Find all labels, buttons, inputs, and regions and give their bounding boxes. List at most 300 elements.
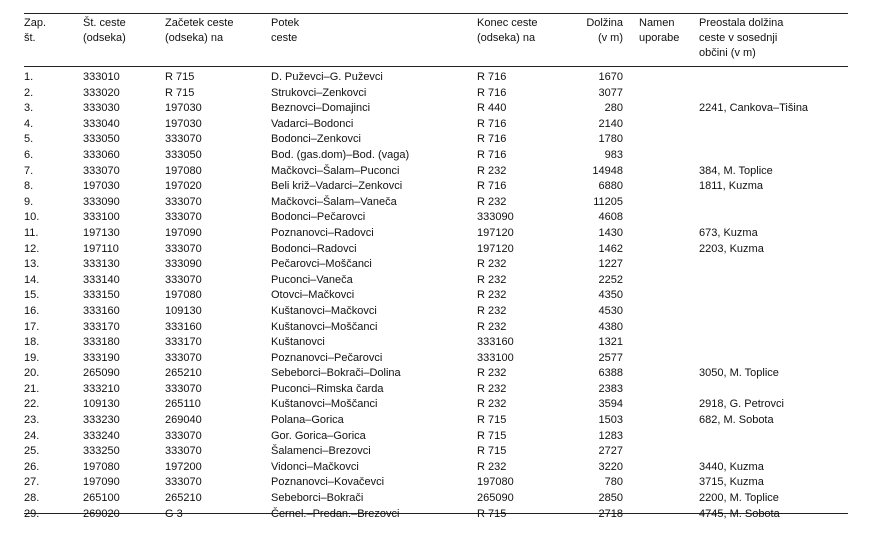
cell-potek: Gor. Gorica–Gorica (271, 429, 366, 442)
cell-dolzina: 1227 (598, 258, 623, 271)
cell-gap (623, 273, 639, 289)
cell-namen (639, 101, 699, 117)
cell-gap (623, 148, 639, 164)
cell-konec: 197120 (477, 226, 514, 239)
cell-zacetek: 333070 (165, 195, 202, 208)
cell-st-ceste: 109130 (83, 398, 120, 411)
cell-zap: 28. (24, 492, 40, 505)
cell-konec: R 232 (477, 460, 507, 473)
cell-st-ceste: 265100 (83, 492, 120, 505)
cell-potek: Sebeborci–Bokrači–Dolina (271, 367, 401, 380)
cell-st-ceste: 333190 (83, 351, 120, 364)
cell-preostala (699, 148, 848, 164)
cell-namen (639, 366, 699, 382)
cell-dolzina: 14948 (592, 164, 623, 177)
cell-konec: 197080 (477, 476, 514, 489)
cell-zacetek: 333070 (165, 445, 202, 458)
cell-zacetek: 197080 (165, 289, 202, 302)
cell-zap: 24. (24, 429, 40, 442)
cell-zap: 17. (24, 320, 40, 333)
header-zacetek: Začetek ceste (odseka) na (165, 17, 234, 44)
cell-zacetek: 333050 (165, 148, 202, 161)
cell-namen (639, 226, 699, 242)
cell-namen (639, 507, 699, 523)
cell-namen (639, 429, 699, 445)
cell-zap: 10. (24, 211, 40, 224)
cell-gap (623, 382, 639, 398)
cell-zap: 12. (24, 242, 40, 255)
table-row (24, 226, 848, 242)
table-row (24, 273, 848, 289)
cell-konec: R 232 (477, 398, 507, 411)
cell-zacetek: R 715 (165, 71, 195, 83)
table-row (24, 164, 848, 180)
cell-potek: Kuštanovci–Mačkovci (271, 304, 377, 317)
cell-gap (623, 288, 639, 304)
table-row (24, 475, 848, 491)
cell-dolzina: 780 (604, 476, 623, 489)
cell-preostala (699, 288, 848, 304)
cell-potek: Sebeborci–Bokrači (271, 492, 364, 505)
cell-konec: R 716 (477, 117, 507, 130)
cell-konec: R 715 (477, 445, 507, 458)
cell-zap: 3. (24, 102, 34, 115)
cell-potek: Kuštanovci–Moščanci (271, 320, 378, 333)
cell-zacetek: 109130 (165, 304, 202, 317)
cell-gap (623, 366, 639, 382)
cell-dolzina: 2718 (598, 507, 623, 520)
table-row (24, 444, 848, 460)
cell-zap: 13. (24, 258, 40, 271)
cell-preostala (699, 195, 848, 211)
roads-table (24, 14, 848, 522)
cell-potek: Puconci–Vaneča (271, 273, 353, 286)
cell-dolzina: 4608 (598, 211, 623, 224)
cell-konec: R 232 (477, 367, 507, 380)
cell-potek: Strukovci–Zenkovci (271, 86, 367, 99)
cell-konec: R 716 (477, 133, 507, 146)
cell-gap (623, 179, 639, 195)
cell-konec: 197120 (477, 242, 514, 255)
header-zap: Zap. št. (24, 17, 47, 44)
cell-konec: 265090 (477, 492, 514, 505)
cell-dolzina: 11205 (593, 195, 623, 208)
cell-preostala (699, 444, 848, 460)
cell-konec: R 715 (477, 507, 507, 520)
cell-namen (639, 320, 699, 336)
cell-zap: 22. (24, 398, 40, 411)
cell-gap (623, 132, 639, 148)
cell-konec: 333090 (477, 211, 514, 224)
cell-namen (639, 164, 699, 180)
header-dolzina: Dolžina (v m) (586, 17, 623, 44)
cell-potek: Puconci–Rimska čarda (271, 382, 384, 395)
cell-potek: Poznanovci–Kovačevci (271, 476, 385, 489)
header-namen: Namen uporabe (639, 17, 680, 44)
cell-st-ceste: 333130 (83, 258, 120, 271)
cell-zacetek: 333170 (165, 336, 202, 349)
cell-konec: 333160 (477, 336, 514, 349)
cell-potek: Vadarci–Bodonci (271, 117, 354, 130)
cell-namen (639, 397, 699, 413)
table-row (24, 507, 848, 523)
cell-potek: D. Puževci–G. Puževci (271, 71, 383, 83)
cell-dolzina: 2140 (598, 117, 623, 130)
cell-preostala (699, 320, 848, 336)
cell-potek: Bodonci–Radovci (271, 242, 357, 255)
table-row (24, 429, 848, 445)
cell-konec: R 232 (477, 382, 507, 395)
cell-gap (623, 429, 639, 445)
table-row (24, 257, 848, 273)
cell-gap (623, 226, 639, 242)
cell-gap (623, 117, 639, 133)
cell-dolzina: 2727 (598, 445, 623, 458)
cell-zap: 2. (24, 86, 34, 99)
cell-preostala: 3440, Kuzma (699, 460, 764, 473)
cell-zap: 23. (24, 414, 40, 427)
cell-gap (623, 304, 639, 320)
cell-gap (623, 491, 639, 507)
cell-zacetek: 265210 (165, 367, 202, 380)
cell-gap (623, 210, 639, 226)
cell-preostala (699, 382, 848, 398)
cell-preostala: 1811, Kuzma (699, 180, 764, 193)
cell-namen (639, 132, 699, 148)
cell-potek: Poznanovci–Pečarovci (271, 351, 383, 364)
cell-gap (623, 475, 639, 491)
cell-preostala: 2203, Kuzma (699, 242, 764, 255)
cell-potek: Otovci–Mačkovci (271, 289, 355, 302)
cell-konec: 333100 (477, 351, 514, 364)
cell-zap: 1. (24, 71, 34, 83)
cell-potek: Pečarovci–Moščanci (271, 258, 372, 271)
cell-potek: Bodonci–Pečarovci (271, 211, 366, 224)
cell-gap (623, 66, 639, 86)
cell-gap (623, 257, 639, 273)
cell-st-ceste: 333040 (83, 117, 120, 130)
cell-zacetek: G 3 (165, 507, 183, 520)
cell-konec: R 232 (477, 258, 507, 271)
cell-dolzina: 3077 (598, 86, 623, 99)
cell-namen (639, 444, 699, 460)
table-row (24, 101, 848, 117)
cell-preostala (699, 117, 848, 133)
cell-gap (623, 444, 639, 460)
cell-zacetek: 333070 (165, 242, 202, 255)
cell-zap: 19. (24, 351, 40, 364)
cell-st-ceste: 333100 (83, 211, 120, 224)
cell-dolzina: 3220 (598, 460, 623, 473)
cell-konec: R 232 (477, 320, 507, 333)
cell-namen (639, 179, 699, 195)
cell-zacetek: 265110 (165, 398, 201, 411)
cell-preostala (699, 351, 848, 367)
cell-zacetek: 197200 (165, 460, 202, 473)
cell-potek: Černel.–Predan.–Brezovci (271, 507, 400, 520)
cell-zacetek: 269040 (165, 414, 202, 427)
cell-dolzina: 983 (604, 148, 623, 161)
cell-zacetek: 265210 (165, 492, 202, 505)
cell-konec: R 232 (477, 289, 507, 302)
cell-dolzina: 1430 (598, 226, 623, 239)
cell-preostala (699, 257, 848, 273)
cell-konec: R 232 (477, 195, 507, 208)
cell-dolzina: 1283 (598, 429, 623, 442)
cell-potek: Poznanovci–Radovci (271, 226, 374, 239)
table-row (24, 242, 848, 258)
cell-dolzina: 1780 (598, 133, 623, 146)
cell-st-ceste: 333180 (83, 336, 120, 349)
cell-namen (639, 304, 699, 320)
cell-gap (623, 335, 639, 351)
cell-zacetek: 333070 (165, 429, 202, 442)
cell-dolzina: 4350 (598, 289, 623, 302)
cell-zap: 15. (24, 289, 40, 302)
table-row (24, 351, 848, 367)
cell-st-ceste: 333160 (83, 304, 120, 317)
table-body (24, 66, 848, 522)
cell-namen (639, 195, 699, 211)
cell-zap: 9. (24, 195, 34, 208)
cell-konec: R 232 (477, 273, 507, 286)
cell-zacetek: 197090 (165, 226, 202, 239)
cell-st-ceste: 197110 (83, 242, 119, 255)
cell-namen (639, 148, 699, 164)
cell-zap: 20. (24, 367, 40, 380)
cell-gap (623, 320, 639, 336)
cell-gap (623, 507, 639, 523)
cell-namen (639, 460, 699, 476)
header-gap (623, 14, 639, 66)
cell-namen (639, 413, 699, 429)
cell-st-ceste: 265090 (83, 367, 120, 380)
table-row (24, 304, 848, 320)
cell-potek: Mačkovci–Šalam–Puconci (271, 164, 400, 177)
header-potek: Potek ceste (271, 17, 300, 44)
cell-preostala (699, 429, 848, 445)
cell-zap: 14. (24, 273, 40, 286)
cell-st-ceste: 333070 (83, 164, 120, 177)
cell-st-ceste: 333230 (83, 414, 120, 427)
cell-zap: 7. (24, 164, 34, 177)
cell-st-ceste: 197130 (83, 226, 120, 239)
cell-potek: Bod. (gas.dom)–Bod. (vaga) (271, 148, 410, 161)
table-row (24, 148, 848, 164)
cell-gap (623, 397, 639, 413)
cell-st-ceste: 333150 (83, 289, 120, 302)
table-row (24, 335, 848, 351)
cell-preostala: 4745, M. Sobota (699, 507, 780, 520)
table-row (24, 460, 848, 476)
cell-zap: 5. (24, 133, 34, 146)
cell-st-ceste: 333060 (83, 148, 120, 161)
table-row (24, 366, 848, 382)
cell-st-ceste: 197030 (83, 180, 120, 193)
cell-zacetek: 197030 (165, 102, 202, 115)
cell-namen (639, 351, 699, 367)
cell-dolzina: 2383 (598, 382, 623, 395)
cell-preostala (699, 304, 848, 320)
cell-st-ceste: 333140 (83, 273, 120, 286)
cell-dolzina: 2577 (598, 351, 623, 364)
cell-preostala (699, 132, 848, 148)
header-konec: Konec ceste (odseka) na (477, 17, 538, 44)
cell-konec: R 716 (477, 148, 507, 161)
cell-potek: Beznovci–Domajinci (271, 102, 371, 115)
cell-st-ceste: 333170 (83, 320, 120, 333)
cell-zap: 26. (24, 460, 40, 473)
table-header (24, 14, 848, 66)
cell-dolzina: 1503 (598, 414, 623, 427)
cell-zap: 6. (24, 148, 34, 161)
table-row (24, 195, 848, 211)
cell-dolzina: 280 (604, 102, 623, 115)
cell-namen (639, 335, 699, 351)
cell-potek: Vidonci–Mačkovci (271, 460, 359, 473)
cell-gap (623, 242, 639, 258)
cell-dolzina: 6388 (598, 367, 623, 380)
table-row (24, 117, 848, 133)
cell-zacetek: 197080 (165, 164, 202, 177)
cell-konec: R 716 (477, 180, 507, 193)
cell-namen (639, 273, 699, 289)
cell-zacetek: 333070 (165, 273, 202, 286)
table-row (24, 86, 848, 102)
cell-konec: R 232 (477, 164, 507, 177)
cell-dolzina: 3594 (598, 398, 623, 411)
cell-preostala: 384, M. Toplice (699, 164, 773, 177)
cell-preostala: 2241, Cankova–Tišina (699, 102, 809, 115)
header-preostala: Preostala dolžina ceste v sosednji občini (v m) (699, 17, 784, 59)
cell-potek: Bodonci–Zenkovci (271, 133, 361, 146)
cell-zap: 29. (24, 507, 40, 520)
cell-st-ceste: 333050 (83, 133, 120, 146)
cell-gap (623, 413, 639, 429)
cell-zacetek: 197030 (165, 117, 202, 130)
cell-gap (623, 351, 639, 367)
cell-dolzina: 6880 (598, 180, 623, 193)
cell-namen (639, 257, 699, 273)
cell-gap (623, 164, 639, 180)
cell-zap: 16. (24, 304, 40, 317)
cell-zap: 18. (24, 336, 40, 349)
cell-zacetek: 333070 (165, 351, 202, 364)
cell-dolzina: 1670 (598, 71, 623, 83)
table-row (24, 66, 848, 86)
cell-potek: Polana–Gorica (271, 414, 344, 427)
cell-potek: Kuštanovci–Moščanci (271, 398, 378, 411)
cell-zacetek: 333070 (165, 382, 202, 395)
cell-zacetek: 333070 (165, 211, 202, 224)
cell-preostala (699, 210, 848, 226)
cell-gap (623, 460, 639, 476)
cell-st-ceste: 333240 (83, 429, 120, 442)
cell-st-ceste: 333210 (83, 382, 120, 395)
cell-zap: 25. (24, 445, 40, 458)
cell-st-ceste: 333010 (83, 71, 120, 83)
cell-namen (639, 475, 699, 491)
cell-namen (639, 491, 699, 507)
cell-preostala (699, 86, 848, 102)
cell-zacetek: 197020 (165, 180, 202, 193)
cell-preostala: 3715, Kuzma (699, 476, 764, 489)
table-row (24, 288, 848, 304)
cell-dolzina: 4380 (598, 320, 623, 333)
cell-namen (639, 117, 699, 133)
cell-potek: Beli križ–Vadarci–Zenkovci (271, 180, 403, 193)
cell-dolzina: 1462 (598, 242, 623, 255)
cell-st-ceste: 269020 (83, 507, 120, 520)
cell-konec: R 440 (477, 102, 507, 115)
cell-zap: 8. (24, 180, 34, 193)
cell-zap: 11. (24, 226, 39, 239)
cell-gap (623, 195, 639, 211)
cell-preostala (699, 335, 848, 351)
cell-potek: Kuštanovci (271, 336, 325, 349)
table-row (24, 382, 848, 398)
table-row (24, 132, 848, 148)
cell-st-ceste: 333250 (83, 445, 120, 458)
cell-preostala: 2200, M. Toplice (699, 492, 779, 505)
cell-dolzina: 4530 (598, 304, 623, 317)
table-row (24, 397, 848, 413)
cell-namen (639, 288, 699, 304)
cell-namen (639, 242, 699, 258)
table-row (24, 413, 848, 429)
cell-namen (639, 86, 699, 102)
cell-st-ceste: 333030 (83, 102, 120, 115)
cell-zacetek: 333070 (165, 133, 202, 146)
cell-dolzina: 2850 (598, 492, 623, 505)
cell-zacetek: 333070 (165, 476, 202, 489)
cell-konec: R 232 (477, 304, 507, 317)
cell-konec: R 715 (477, 429, 507, 442)
cell-preostala: 682, M. Sobota (699, 414, 774, 427)
cell-zacetek: R 715 (165, 86, 195, 99)
cell-zap: 27. (24, 476, 40, 489)
cell-potek: Mačkovci–Šalam–Vaneča (271, 195, 397, 208)
cell-dolzina: 1321 (598, 336, 623, 349)
cell-preostala (699, 66, 848, 86)
cell-zacetek: 333090 (165, 258, 202, 271)
cell-namen (639, 382, 699, 398)
cell-st-ceste: 333020 (83, 86, 120, 99)
cell-st-ceste: 197080 (83, 460, 120, 473)
cell-preostala: 2918, G. Petrovci (699, 398, 784, 411)
cell-st-ceste: 197090 (83, 476, 120, 489)
cell-st-ceste: 333090 (83, 195, 120, 208)
cell-konec: R 716 (477, 71, 507, 83)
cell-potek: Šalamenci–Brezovci (271, 445, 371, 458)
cell-namen (639, 210, 699, 226)
cell-preostala: 673, Kuzma (699, 226, 758, 239)
table-row (24, 491, 848, 507)
header-st-ceste: Št. ceste (odseka) (83, 17, 126, 44)
table-row (24, 320, 848, 336)
cell-gap (623, 101, 639, 117)
cell-zap: 21. (24, 382, 40, 395)
cell-zacetek: 333160 (165, 320, 202, 333)
cell-konec: R 715 (477, 414, 507, 427)
cell-dolzina: 2252 (598, 273, 623, 286)
cell-namen (639, 66, 699, 86)
cell-preostala (699, 273, 848, 289)
cell-konec: R 716 (477, 86, 507, 99)
table-row (24, 179, 848, 195)
cell-zap: 4. (24, 117, 34, 130)
cell-preostala: 3050, M. Toplice (699, 367, 779, 380)
